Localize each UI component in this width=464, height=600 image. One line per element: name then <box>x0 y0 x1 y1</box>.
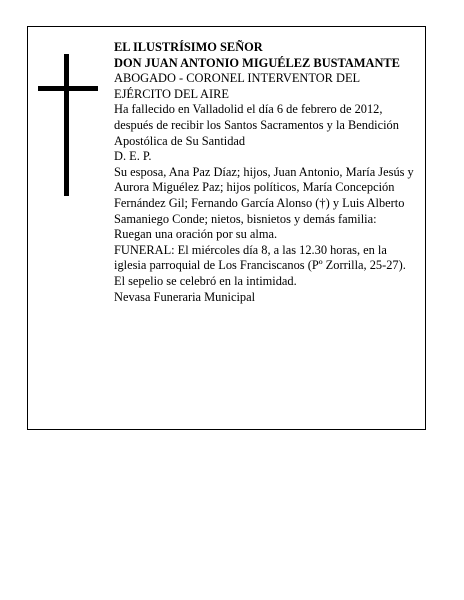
death-statement: Ha fallecido en Valladolid el día 6 de febrero de 2012, después de recibir los Santos Sacramentos y la Bendición Apostólica de Su Santidad <box>114 102 399 148</box>
burial-note: El sepelio se celebró en la intimidad. <box>114 273 297 288</box>
obituary-text-block <box>114 40 418 305</box>
deceased-honorific: EL ILUSTRÍSIMO SEÑOR <box>114 40 263 54</box>
latin-cross-icon <box>38 54 98 196</box>
cross-horizontal-bar <box>38 86 98 91</box>
funeral-details: FUNERAL: El miércoles día 8, a las 12.30 horas, en la iglesia parroquial de Los Franciscanos (Pº Zorrilla, 25-27). <box>114 242 406 273</box>
deceased-title: ABOGADO - CORONEL INTERVENTOR DEL EJÉRCITO DEL AIRE <box>114 71 360 101</box>
deceased-name: DON JUAN ANTONIO MIGUÉLEZ BUSTAMANTE <box>114 55 400 70</box>
dep-abbreviation: D. E. P. <box>114 149 152 164</box>
cross-vertical-bar <box>64 54 69 196</box>
prayer-request: Ruegan una oración por su alma. <box>114 227 278 242</box>
funeral-home: Nevasa Funeraria Municipal <box>114 289 256 304</box>
family-members: Su esposa, Ana Paz Díaz; hijos, Juan Antonio, María Jesús y Aurora Miguélez Paz; hijos políticos, María Concepción Fernández Gil; Fernando García Alonso (†) y Luis Alberto Samaniego Conde; nietos, bisnietos y demás familia: <box>114 164 414 226</box>
